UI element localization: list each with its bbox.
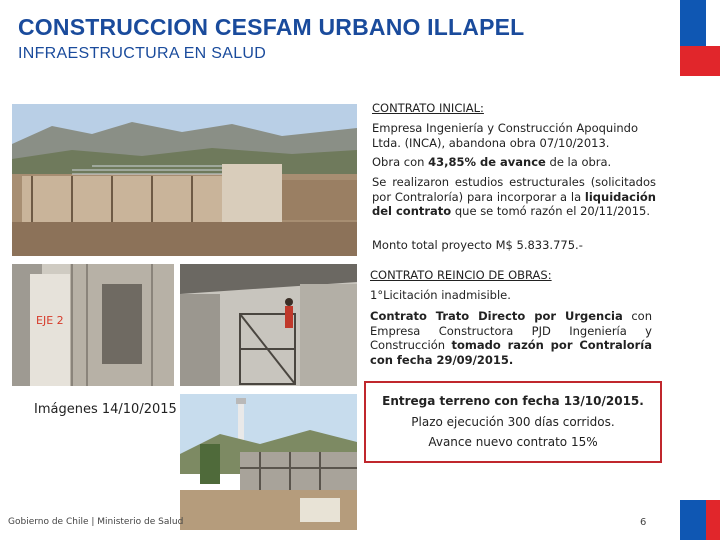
page-title: CONSTRUCCION CESFAM URBANO ILLAPEL (18, 14, 525, 40)
scaffolding-worker-image (180, 264, 357, 386)
contrato-inicial-p1: Empresa Ingeniería y Construcción Apoquindo Ltda. (INCA), abandona obra 07/10/2013. (372, 121, 639, 150)
footer-text: Gobierno de Chile | Ministerio de Salud (8, 517, 184, 527)
page-subtitle: INFRAESTRUCTURA EN SALUD (18, 45, 267, 62)
contrato-inicial-heading: CONTRATO INICIAL: (372, 101, 484, 115)
interior-column-image (12, 264, 174, 386)
contrato-reinicio-heading: CONTRATO REINCIO DE OBRAS: (370, 268, 552, 282)
contrato-inicial-p2: Obra con 43,85% de avance de la obra. (372, 155, 612, 169)
svg-text:EJE 2: EJE 2 (36, 314, 64, 327)
highlight-line-3: Avance nuevo contrato 15% (428, 435, 598, 449)
chile-flag-logo (680, 0, 720, 76)
contrato-inicial-p3: Se realizaron estudios estructurales (solicitados por Contraloría) para incorporar a la liquidación del contrato que se tomó razón el 20/11/2015. (372, 175, 656, 218)
construction-site-overview-image (12, 104, 357, 256)
building-chimney-image (180, 394, 357, 530)
contrato-inicial-p4: Monto total proyecto M$ 5.833.775.- (372, 238, 583, 252)
highlight-box (364, 381, 662, 463)
contrato-reinicio-p2: Contrato Trato Directo por Urgencia con Empresa Constructora PJD Ingeniería y Construcción tomado razón por Contraloría con fecha 29/09/2015. (370, 309, 652, 367)
highlight-line-2: Plazo ejecución 300 días corridos. (411, 415, 615, 429)
highlight-line-1: Entrega terreno con fecha 13/10/2015. (382, 394, 644, 408)
chile-flag-footer-logo (680, 500, 720, 540)
images-caption: Imágenes 14/10/2015 (34, 402, 177, 417)
contrato-reinicio-p1: 1°Licitación inadmisible. (370, 288, 511, 302)
page-number: 6 (640, 517, 647, 528)
